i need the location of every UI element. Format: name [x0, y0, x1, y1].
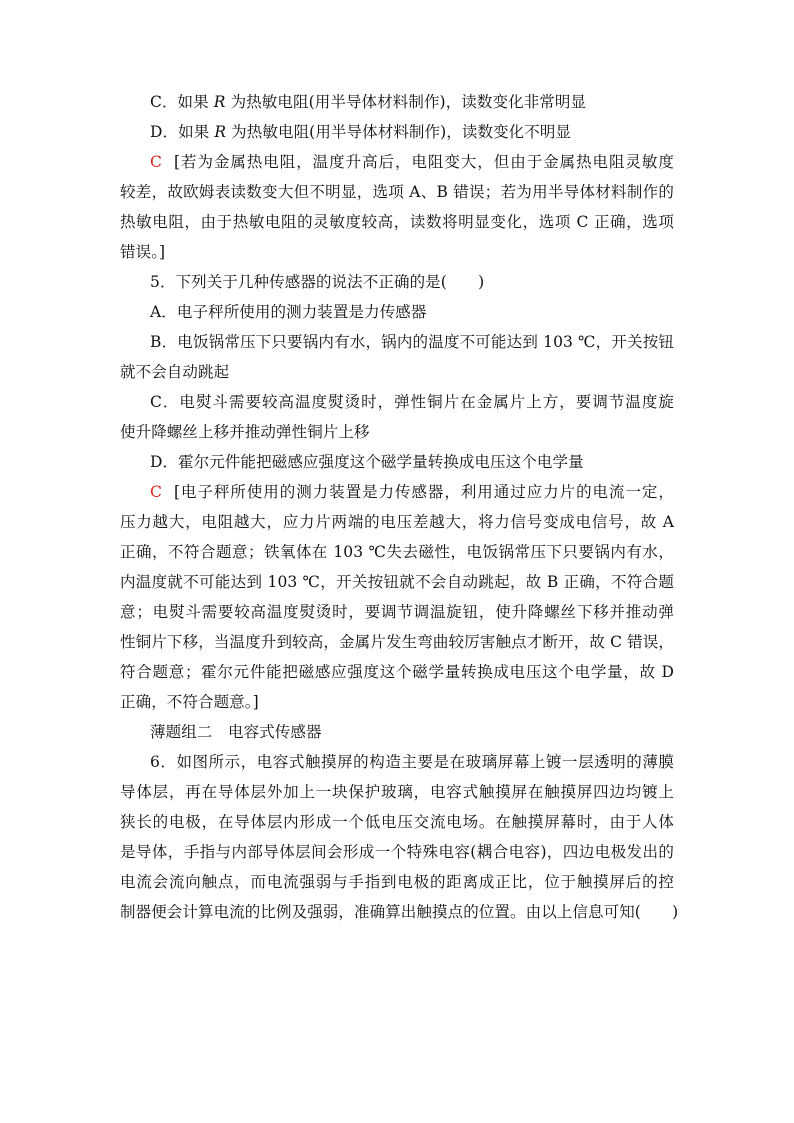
answer-letter: C	[150, 153, 162, 171]
q6-line: 电流会流向触点，而电流强弱与手指到电极的距离成正比，位于触摸屏后的控	[120, 873, 674, 891]
q5-answer-line: 正确，不符合题意；铁氧体在 103 ℃失去磁性，电饭锅常压下只要锅内有水，	[120, 543, 674, 561]
q4-answer-line: 较差，故欧姆表读数变大但不明显，选项 A、B 错误；若为用半导体材料制作的	[120, 183, 674, 201]
q5-answer-line: 符合题意；霍尔元件能把磁感应强度这个磁学量转换成电压这个电学量，故 D	[120, 663, 674, 681]
q4-option-d: D．如果 R 为热敏电阻(用半导体材料制作)，读数变化不明显	[150, 123, 572, 141]
q5-option-c: C．电熨斗需要较高温度熨烫时，弹性铜片在金属片上方，要调节温度旋	[150, 393, 674, 411]
q5-option-a: A．电子秤所使用的测力装置是力传感器	[150, 303, 427, 321]
q6-line: 6．如图所示，电容式触摸屏的构造主要是在玻璃屏幕上镀一层透明的薄膜	[150, 753, 674, 771]
q6-line: 是导体，手指与内部导体层间会形成一个特殊电容(耦合电容)，四边电极发出的	[120, 843, 674, 861]
document-body	[120, 92, 679, 932]
section-heading: 薄题组二 电容式传感器	[150, 723, 322, 741]
q5-answer-line: 内温度就不可能达到 103 ℃，开关按钮就不会自动跳起，故 B 正确，不符合题	[120, 573, 674, 591]
variable-r: R	[214, 123, 227, 141]
q5-answer-line: 压力越大，电阻越大，应力片两端的电压差越大，将力信号变成电信号，故 A	[120, 513, 674, 531]
q5-option-b: 就不会自动跳起	[120, 363, 230, 381]
q5-option-d: D．霍尔元件能把磁感应强度这个磁学量转换成电压这个电学量	[150, 453, 584, 471]
q5-answer-line: 正确，不符合题意。]	[120, 693, 259, 711]
q6-line: 导体层，再在导体层外加上一块保护玻璃，电容式触摸屏在触摸屏四边均镀上	[120, 783, 674, 801]
q5-option-c: 使升降螺丝上移并推动弹性铜片上移	[120, 423, 370, 441]
q5-stem: 5．下列关于几种传感器的说法不正确的是( )	[150, 273, 485, 291]
q5-option-b: B．电饭锅常压下只要锅内有水，锅内的温度不可能达到 103 ℃，开关按钮	[150, 333, 674, 351]
q4-option-c: C．如果 R 为热敏电阻(用半导体材料制作)，读数变化非常明显	[150, 93, 587, 111]
q4-answer-line: 热敏电阻，由于热敏电阻的灵敏度较高，读数将明显变化，选项 C 正确，选项	[120, 213, 674, 231]
q5-answer-line: C [电子秤所使用的测力装置是力传感器，利用通过应力片的电流一定，	[150, 483, 674, 501]
q6-line: 狭长的电极，在导体层内形成一个低电压交流电场。在触摸屏幕时，由于人体	[120, 813, 674, 831]
answer-letter: C	[150, 483, 162, 501]
q4-answer-line: 错误。]	[120, 243, 166, 261]
q4-answer-line: C [若为金属热电阻，温度升高后，电阻变大，但由于金属热电阻灵敏度	[150, 153, 674, 171]
variable-r: R	[213, 93, 226, 111]
q5-answer-line: 性铜片下移，当温度升到较高，金属片发生弯曲较厉害触点才断开，故 C 错误，	[120, 633, 674, 651]
q5-answer-line: 意；电熨斗需要较高温度熨烫时，要调节调温旋钮，使升降螺丝下移并推动弹	[120, 603, 674, 621]
q6-line: 制器便会计算电流的比例及强弱，准确算出触摸点的位置。由以上信息可知( )	[120, 903, 679, 921]
